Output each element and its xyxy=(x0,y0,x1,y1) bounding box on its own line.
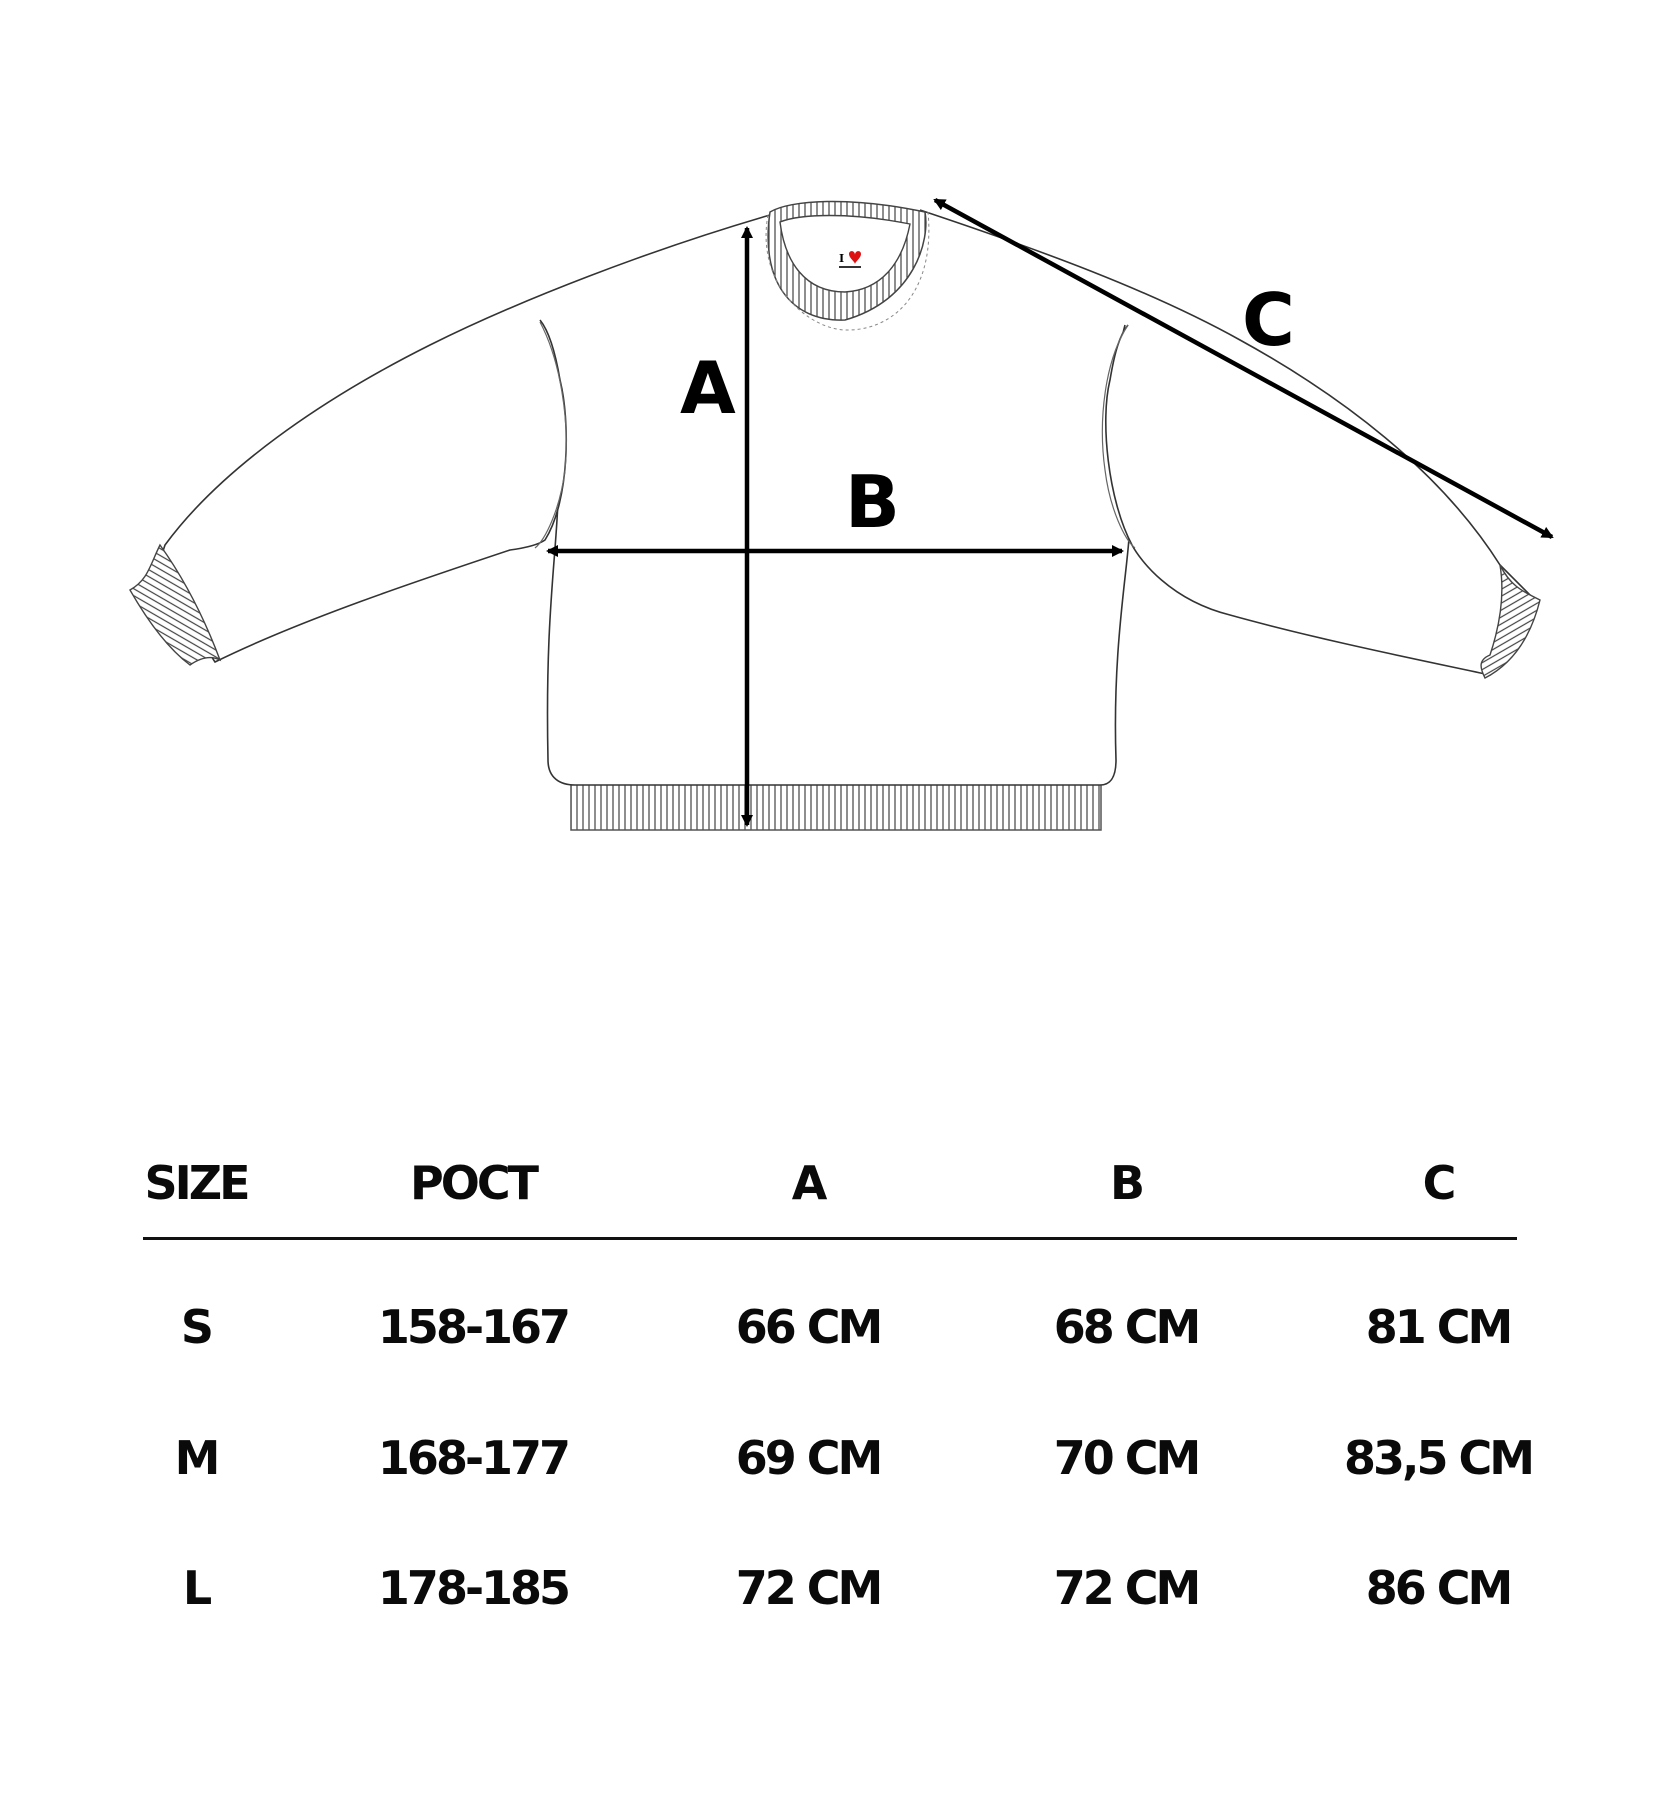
hem-ribbing xyxy=(571,783,1101,830)
c-cell: 86 CM xyxy=(1365,1561,1511,1615)
c-cell: 81 CM xyxy=(1365,1300,1511,1354)
table-row xyxy=(0,1431,1680,1511)
a-cell: 72 CM xyxy=(735,1561,881,1615)
height-cell: 158-167 xyxy=(377,1300,569,1354)
dimension-label-a: A xyxy=(680,346,736,430)
b-cell: 72 CM xyxy=(1053,1561,1199,1615)
table-header-row xyxy=(0,1156,1680,1236)
a-cell: 69 CM xyxy=(735,1431,881,1485)
height-cell: 168-177 xyxy=(377,1431,569,1485)
a-cell: 66 CM xyxy=(735,1300,881,1354)
b-cell: 70 CM xyxy=(1053,1431,1199,1485)
table-row xyxy=(0,1561,1680,1641)
header-size: SIZE xyxy=(144,1156,248,1210)
header-divider xyxy=(143,1237,1517,1240)
header-poct: POCT xyxy=(410,1156,536,1210)
size-cell: S xyxy=(180,1300,212,1354)
dimension-label-c: C xyxy=(1242,278,1295,362)
dimension-label-b: B xyxy=(845,460,900,544)
size-cell: M xyxy=(174,1431,218,1485)
c-cell: 83,5 CM xyxy=(1343,1431,1533,1485)
svg-text:I: I xyxy=(839,252,845,265)
header-c: C xyxy=(1422,1156,1454,1210)
header-b: B xyxy=(1109,1156,1143,1210)
b-cell: 68 CM xyxy=(1053,1300,1199,1354)
header-a: A xyxy=(791,1156,825,1210)
height-cell: 178-185 xyxy=(377,1561,569,1615)
sweatshirt-body xyxy=(539,325,1130,785)
table-row xyxy=(0,1300,1680,1380)
size-cell: L xyxy=(182,1561,210,1615)
